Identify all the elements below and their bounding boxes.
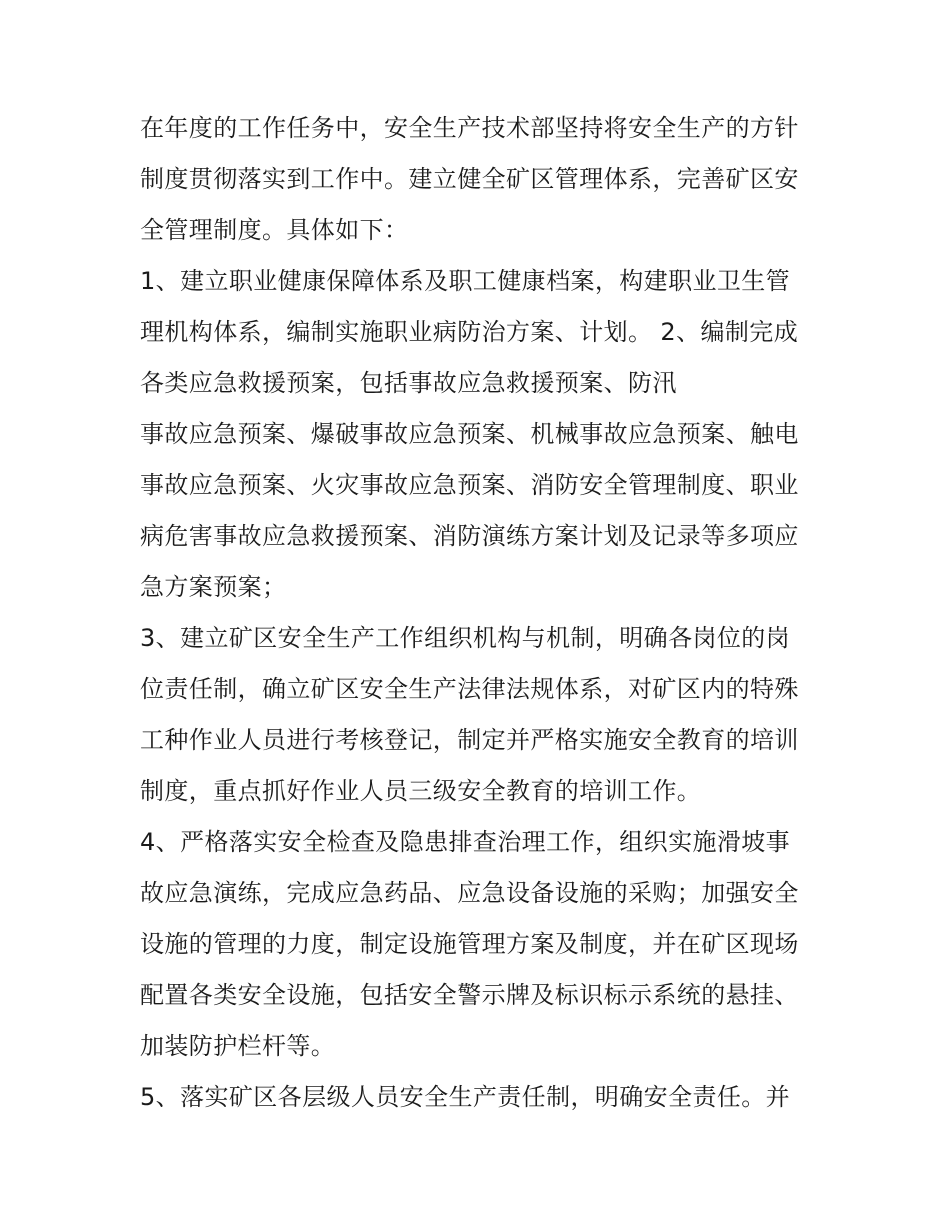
text-line: 理机构体系，编制实施职业病防治方案、计划。 2、编制完成: [140, 318, 799, 346]
text-line: 故应急演练，完成应急药品、应急设备设施的采购；加强安全: [140, 879, 799, 907]
text-line: 制度贯彻落实到工作中。建立健全矿区管理体系，完善矿区安: [140, 165, 799, 193]
text-line: 各类应急救援预案，包括事故应急救援预案、防汛: [140, 369, 677, 397]
text-line: 5、落实矿区各层级人员安全生产责任制，明确安全责任。并: [140, 1083, 791, 1111]
text-line: 1、建立职业健康保障体系及职工健康档案，构建职业卫生管: [140, 267, 791, 295]
text-line: 工种作业人员进行考核登记，制定并严格实施安全教育的培训: [140, 726, 799, 754]
text-line: 急方案预案；: [140, 573, 287, 601]
text-line: 全管理制度。具体如下：: [140, 216, 409, 244]
text-line: 病危害事故应急救援预案、消防演练方案计划及记录等多项应: [140, 522, 799, 550]
text-line: 位责任制，确立矿区安全生产法律法规体系，对矿区内的特殊: [140, 675, 799, 703]
text-line: 3、建立矿区安全生产工作组织机构与机制，明确各岗位的岗: [140, 624, 791, 652]
text-line: 4、严格落实安全检查及隐患排查治理工作，组织实施滑坡事: [140, 828, 791, 856]
text-line: 制度，重点抓好作业人员三级安全教育的培训工作。: [140, 777, 702, 805]
text-line: 配置各类安全设施，包括安全警示牌及标识标示系统的悬挂、: [140, 981, 799, 1009]
text-line: 加装防护栏杆等。: [140, 1032, 336, 1060]
text-line: 事故应急预案、爆破事故应急预案、机械事故应急预案、触电: [140, 420, 799, 448]
text-line: 事故应急预案、火灾事故应急预案、消防安全管理制度、职业: [140, 471, 799, 499]
text-line: 设施的管理的力度，制定设施管理方案及制度，并在矿区现场: [140, 930, 799, 958]
text-line: 在年度的工作任务中，安全生产技术部坚持将安全生产的方针: [140, 114, 799, 142]
